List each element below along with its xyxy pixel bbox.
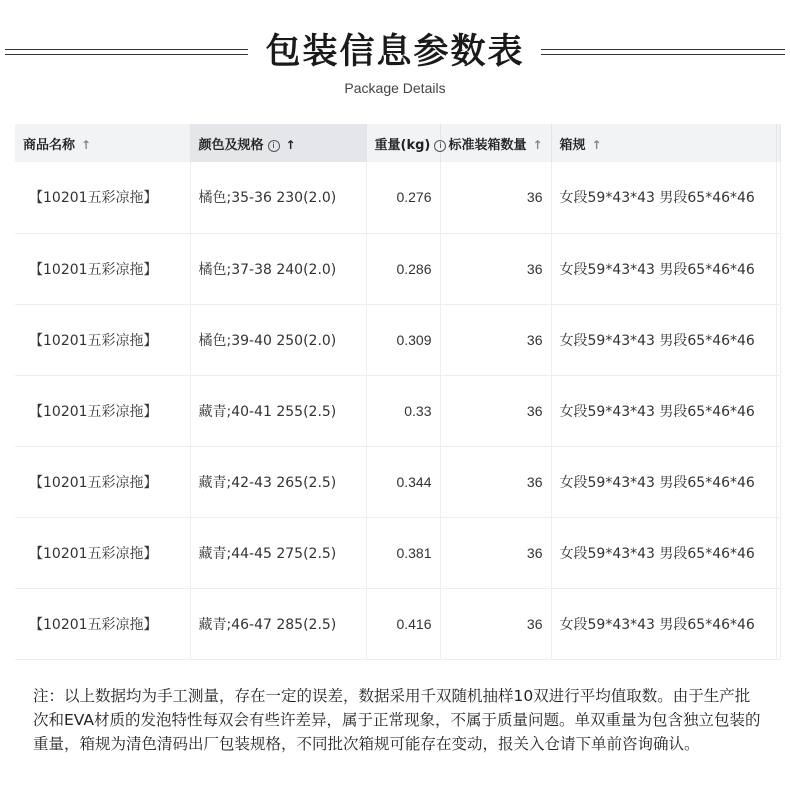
overflow-cell	[776, 233, 780, 304]
product-name-cell: 【10201五彩凉拖】	[15, 517, 190, 588]
box-quantity-cell: 36	[440, 588, 551, 659]
box-quantity-cell: 36	[440, 162, 551, 233]
table-row	[15, 446, 780, 517]
color-spec-cell: 橘色;37-38 240(2.0)	[190, 233, 366, 304]
overflow-cell	[776, 375, 780, 446]
product-name-cell: 【10201五彩凉拖】	[15, 446, 190, 517]
column-label: 箱规	[559, 137, 586, 153]
info-icon[interactable]: i	[268, 140, 280, 152]
weight-cell: 0.33	[366, 375, 440, 446]
title-decoration-right	[541, 49, 785, 56]
product-name-cell: 【10201五彩凉拖】	[15, 304, 190, 375]
product-name-cell: 【10201五彩凉拖】	[15, 588, 190, 659]
table-row	[15, 162, 780, 233]
weight-cell: 0.344	[366, 446, 440, 517]
box-quantity-cell: 36	[440, 304, 551, 375]
weight-cell: 0.416	[366, 588, 440, 659]
box-size-cell: 女段59*43*43 男段65*46*46	[551, 233, 776, 304]
sort-up-icon[interactable]: ↑	[285, 137, 296, 152]
weight-cell: 0.381	[366, 517, 440, 588]
table-row	[15, 375, 780, 446]
box-size-cell: 女段59*43*43 男段65*46*46	[551, 446, 776, 517]
box-size-cell: 女段59*43*43 男段65*46*46	[551, 517, 776, 588]
weight-cell: 0.309	[366, 304, 440, 375]
color-spec-cell: 橘色;35-36 230(2.0)	[190, 162, 366, 233]
column-header-weight[interactable]	[366, 124, 440, 162]
product-name-cell: 【10201五彩凉拖】	[15, 233, 190, 304]
page-header	[0, 28, 790, 76]
column-label: 商品名称	[23, 137, 76, 153]
table-row	[15, 588, 780, 659]
table-header-row	[15, 124, 780, 162]
box-size-cell: 女段59*43*43 男段65*46*46	[551, 375, 776, 446]
column-header-box-quantity[interactable]	[440, 124, 551, 162]
column-header-box-size[interactable]	[551, 124, 776, 162]
column-header-product-name[interactable]	[15, 124, 190, 162]
column-header-color-spec[interactable]	[190, 124, 366, 162]
box-size-cell: 女段59*43*43 男段65*46*46	[551, 162, 776, 233]
box-size-cell: 女段59*43*43 男段65*46*46	[551, 304, 776, 375]
box-quantity-cell: 36	[440, 233, 551, 304]
package-table-container	[15, 124, 780, 661]
box-quantity-cell: 36	[440, 446, 551, 517]
table-row	[15, 233, 780, 304]
sort-up-icon[interactable]: ↑	[591, 137, 602, 152]
column-label: 颜色及规格	[198, 137, 264, 153]
sort-up-icon[interactable]: ↑	[532, 137, 543, 152]
overflow-cell	[776, 304, 780, 375]
box-size-cell: 女段59*43*43 男段65*46*46	[551, 588, 776, 659]
table-row	[15, 304, 780, 375]
column-label: 标准装箱数量	[448, 137, 527, 153]
product-name-cell: 【10201五彩凉拖】	[15, 162, 190, 233]
color-spec-cell: 藏青;42-43 265(2.5)	[190, 446, 366, 517]
column-label: 重量(kg)	[374, 137, 431, 153]
color-spec-cell: 橘色;39-40 250(2.0)	[190, 304, 366, 375]
package-table	[15, 124, 781, 660]
color-spec-cell: 藏青;46-47 285(2.5)	[190, 588, 366, 659]
overflow-cell	[776, 446, 780, 517]
box-quantity-cell: 36	[440, 375, 551, 446]
page-title: 包装信息参数表	[265, 32, 525, 72]
disclaimer-note: 注：以上数据均为手工测量，存在一定的误差，数据采用千双随机抽样10双进行平均值取数。由于生产批次和EVA材质的发泡特性每双会有些许差异，属于正常现象，不属于质量问题。单双重量为包含独立包装的重量，箱规为清色清码出厂包装规格，不同批次箱规可能存在变动，报关入仓请下单前咨询确认。	[33, 687, 761, 753]
overflow-cell	[776, 162, 780, 233]
weight-cell: 0.286	[366, 233, 440, 304]
page-subtitle: Package Details	[344, 80, 446, 96]
overflow-cell	[776, 517, 780, 588]
weight-cell: 0.276	[366, 162, 440, 233]
sort-up-icon[interactable]: ↑	[81, 137, 92, 152]
info-icon[interactable]: i	[434, 140, 446, 152]
box-quantity-cell: 36	[440, 517, 551, 588]
column-header-overflow	[776, 124, 780, 162]
overflow-cell	[776, 588, 780, 659]
table-row	[15, 517, 780, 588]
title-decoration-left	[5, 49, 248, 56]
color-spec-cell: 藏青;40-41 255(2.5)	[190, 375, 366, 446]
color-spec-cell: 藏青;44-45 275(2.5)	[190, 517, 366, 588]
product-name-cell: 【10201五彩凉拖】	[15, 375, 190, 446]
